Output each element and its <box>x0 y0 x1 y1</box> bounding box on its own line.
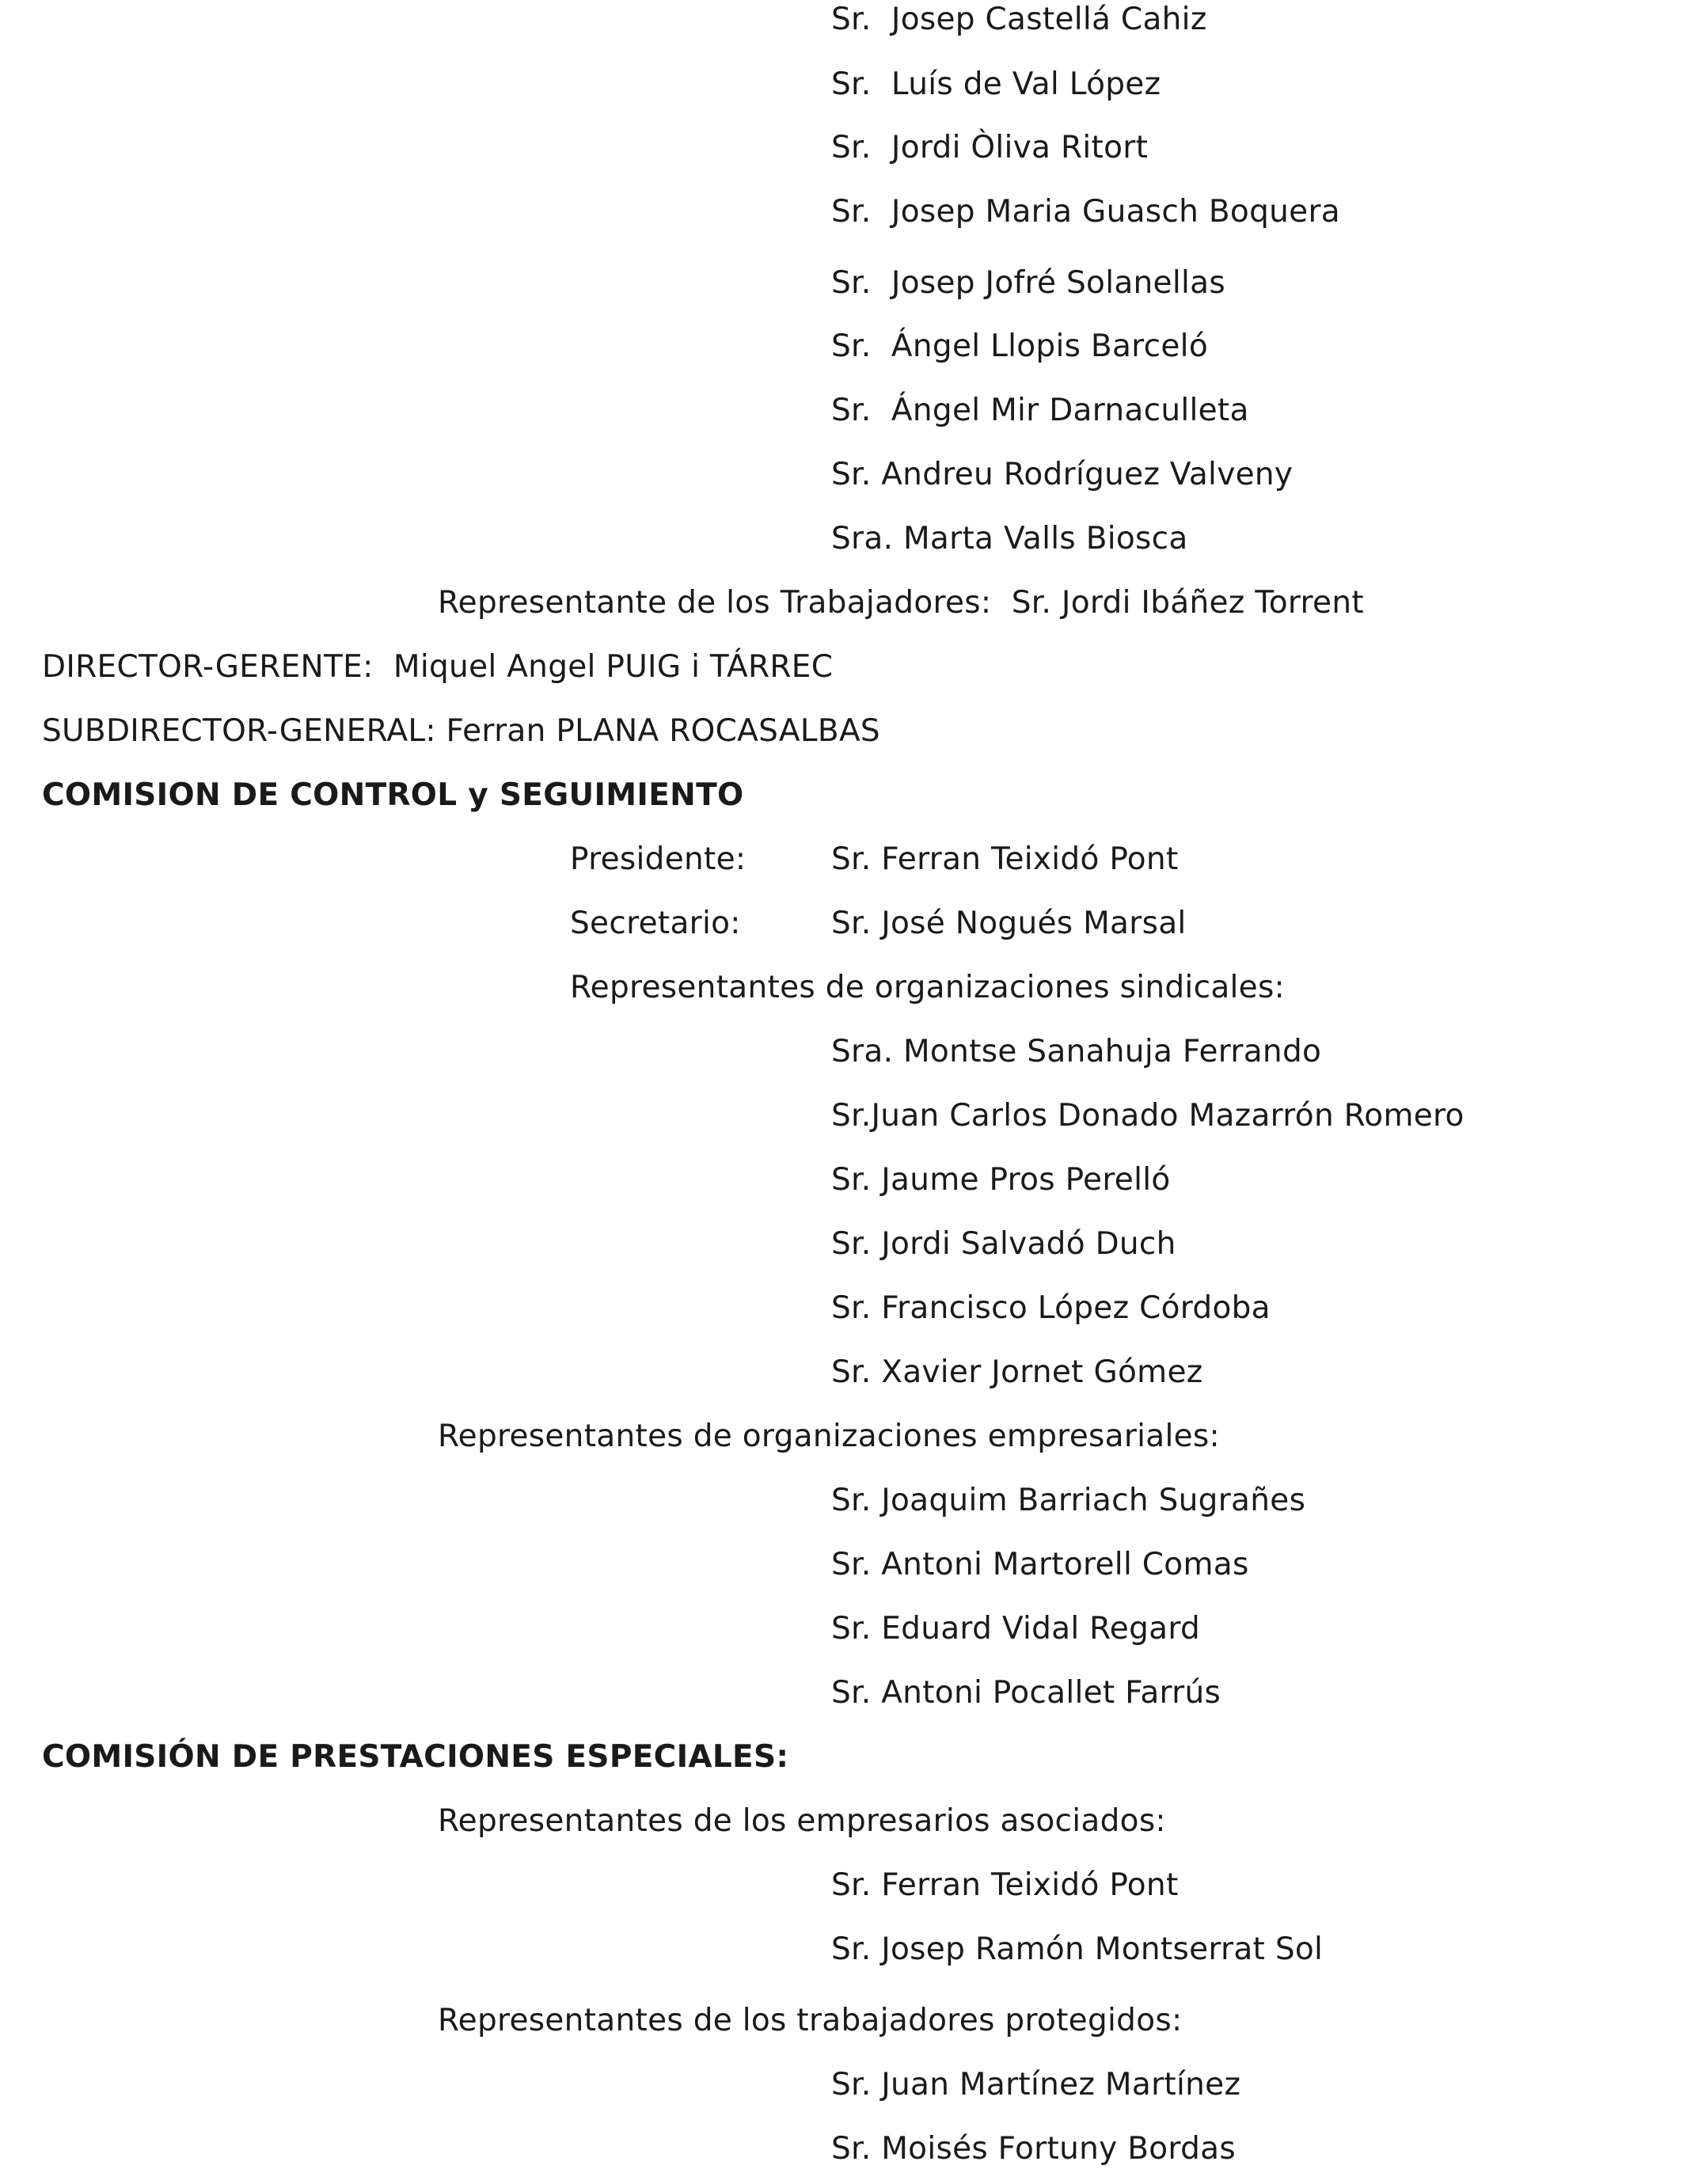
section-heading-prestaciones: COMISIÓN DE PRESTACIONES ESPECIALES: <box>42 1739 789 1775</box>
workers-representative: Representante de los Trabajadores: Sr. Jordi Ibáñez Torrent <box>438 585 1364 621</box>
member-name: Sr. Ángel Mir Darnaculleta <box>831 393 1249 428</box>
member-name: Sr. Andreu Rodríguez Valveny <box>831 457 1294 492</box>
member-name: Sr. Ferran Teixidó Pont <box>831 841 1179 877</box>
group-label: Representantes de los empresarios asociados: <box>438 1803 1166 1839</box>
member-name: Sr. Josep Ramón Montserrat Sol <box>831 1931 1324 1967</box>
subdirector-general: SUBDIRECTOR-GENERAL: Ferran PLANA ROCASALBAS <box>42 713 880 749</box>
member-name: Sr. Jaume Pros Perelló <box>831 1162 1171 1198</box>
member-name: Sr. Antoni Martorell Comas <box>831 1547 1249 1582</box>
director-gerente: DIRECTOR-GERENTE: Miquel Angel PUIG i TÁRREC <box>42 649 834 685</box>
member-name: Sr. Juan Martínez Martínez <box>831 2067 1241 2102</box>
member-name: Sr. Ángel Llopis Barceló <box>831 329 1208 364</box>
section-heading-control: COMISION DE CONTROL y SEGUIMIENTO <box>42 777 744 813</box>
member-name: Sra. Marta Valls Biosca <box>831 521 1188 556</box>
member-name: Sr. Josep Jofré Solanellas <box>831 265 1225 301</box>
member-name: Sr. Antoni Pocallet Farrús <box>831 1675 1221 1711</box>
member-name: Sr. Joaquim Barriach Sugrañes <box>831 1483 1306 1518</box>
member-name: Sr. Eduard Vidal Regard <box>831 1611 1201 1647</box>
member-name: Sr. Francisco López Córdoba <box>831 1290 1271 1326</box>
member-name: Sr. Josep Maria Guasch Boquera <box>831 194 1340 230</box>
member-name: Sr. Josep Castellá Cahiz <box>831 2 1207 37</box>
role-label: Presidente: <box>570 841 747 877</box>
member-name: Sra. Montse Sanahuja Ferrando <box>831 1034 1322 1069</box>
member-name: Sr. Jordi Òliva Ritort <box>831 130 1149 165</box>
role-label: Secretario: <box>570 906 741 941</box>
member-name: Sr. Luís de Val López <box>831 66 1161 102</box>
member-name: Sr. Jordi Salvadó Duch <box>831 1226 1176 1262</box>
member-name: Sr.Juan Carlos Donado Mazarrón Romero <box>831 1098 1465 1134</box>
member-name: Sr. Moisés Fortuny Bordas <box>831 2131 1236 2167</box>
member-name: Sr. José Nogués Marsal <box>831 906 1187 941</box>
member-name: Sr. Xavier Jornet Gómez <box>831 1354 1203 1390</box>
group-label: Representantes de organizaciones sindicales: <box>570 970 1286 1005</box>
group-label: Representantes de los trabajadores protegidos: <box>438 2003 1183 2038</box>
member-name: Sr. Ferran Teixidó Pont <box>831 1867 1179 1903</box>
group-label: Representantes de organizaciones empresariales: <box>438 1419 1220 1454</box>
